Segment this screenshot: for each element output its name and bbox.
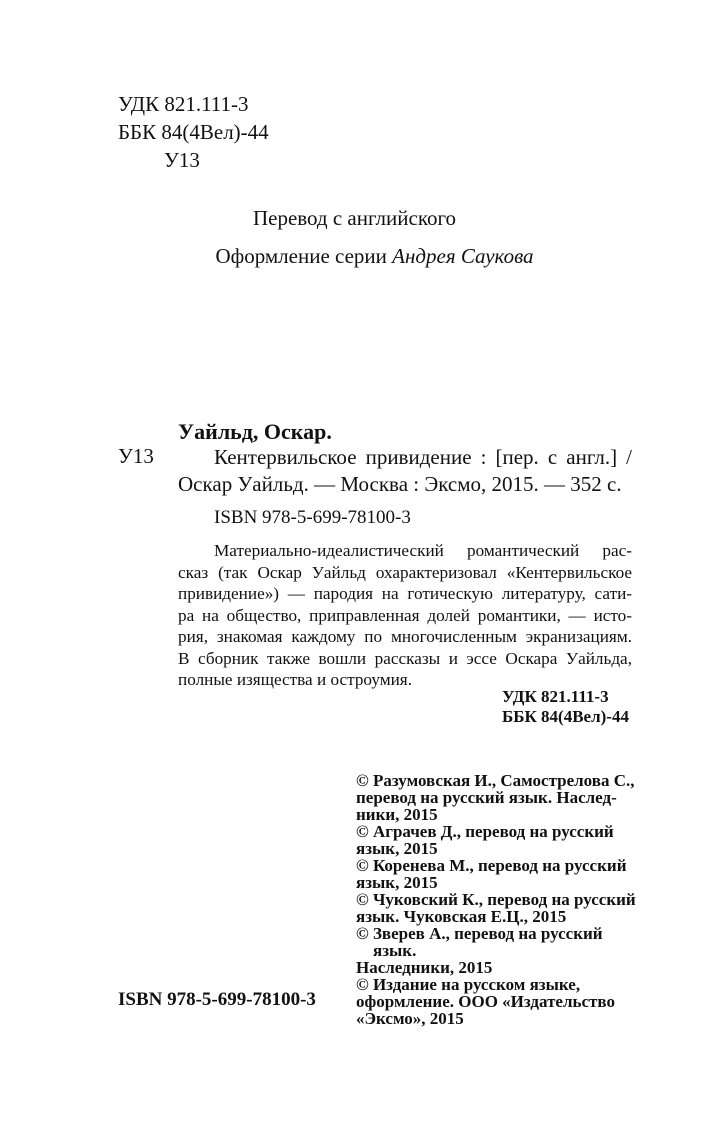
copyright-line: перевод на русский язык. Наслед- xyxy=(356,788,617,807)
annotation-line: сказ (так Оскар Уайльд охарактеризовал «Кентервильское xyxy=(178,562,632,582)
annotation-line: Материально-идеалистический романтический рас- xyxy=(214,541,632,560)
annotation-line: В сборник также вошли рассказы и эссе Оскара Уайльда, xyxy=(178,648,632,668)
copyright-line: © Издание на русском языке, xyxy=(356,975,581,994)
isbn-in-description: ISBN 978-5-699-78100-3 xyxy=(214,507,411,528)
isbn-bottom: ISBN 978-5-699-78100-3 xyxy=(118,989,316,1010)
copyright-item xyxy=(356,976,636,1027)
udk-code: УДК 821.111-3 xyxy=(118,92,249,116)
copyright-item xyxy=(356,925,636,976)
author-code: У13 xyxy=(164,148,200,172)
copyright-line: язык, 2015 xyxy=(356,873,438,892)
translation-note: Перевод с английского xyxy=(252,206,457,230)
copyright-line: Наследники, 2015 xyxy=(356,958,493,977)
copyright-item xyxy=(356,823,636,857)
udk-code-right: УДК 821.111-3 xyxy=(502,687,609,706)
copyright-line: © Аграчев Д., перевод на русский xyxy=(356,822,614,841)
annotation-line: ра на общество, приправленная долей романтики, — исто- xyxy=(178,605,632,625)
copyright-block xyxy=(356,772,636,1027)
bibliographic-description xyxy=(178,444,632,498)
copyright-line: © Разумовская И., Самострелова С., xyxy=(356,771,635,790)
classification-codes-right xyxy=(502,687,629,727)
copyright-line: оформление. ООО «Издательство xyxy=(356,992,615,1011)
book-annotation xyxy=(178,540,632,691)
copyright-line: «Эксмо», 2015 xyxy=(356,1009,464,1028)
copyright-line: © Чуковский К., перевод на русский xyxy=(356,890,636,909)
annotation-line: полные изящества и остроумия. xyxy=(178,670,412,689)
catalog-code-left: У13 xyxy=(118,444,154,468)
copyright-item xyxy=(356,772,636,823)
copyright-line: ники, 2015 xyxy=(356,805,438,824)
bbk-code: ББК 84(4Вел)-44 xyxy=(118,120,269,144)
description-line-1: Кентервильское привидение : [пер. с англ.] / xyxy=(214,445,632,469)
annotation-line: привидение») — пародия на готическую литературу, сати- xyxy=(178,584,632,603)
description-line-2: Оскар Уайльд. — Москва : Эксмо, 2015. — 352 с. xyxy=(178,472,622,496)
copyright-item xyxy=(356,857,636,891)
annotation-line: рия, знакомая каждому по многочисленным экранизациям. xyxy=(178,627,632,646)
copyright-line: © Зверев А., перевод на русский язык. xyxy=(356,924,603,960)
series-design-credit xyxy=(20,244,709,269)
series-design-prefix: Оформление серии xyxy=(215,244,387,268)
top-classification-codes xyxy=(118,90,269,174)
copyright-line: © Коренева М., перевод на русский xyxy=(356,856,627,875)
copyright-item xyxy=(356,891,636,925)
book-author: Уайльд, Оскар. xyxy=(178,419,332,444)
copyright-line: язык, 2015 xyxy=(356,839,438,858)
bbk-code-right: ББК 84(4Вел)-44 xyxy=(502,707,629,726)
series-designer-name: Андрея Саукова xyxy=(392,244,534,268)
copyright-line: язык. Чуковская Е.Ц., 2015 xyxy=(356,907,567,926)
